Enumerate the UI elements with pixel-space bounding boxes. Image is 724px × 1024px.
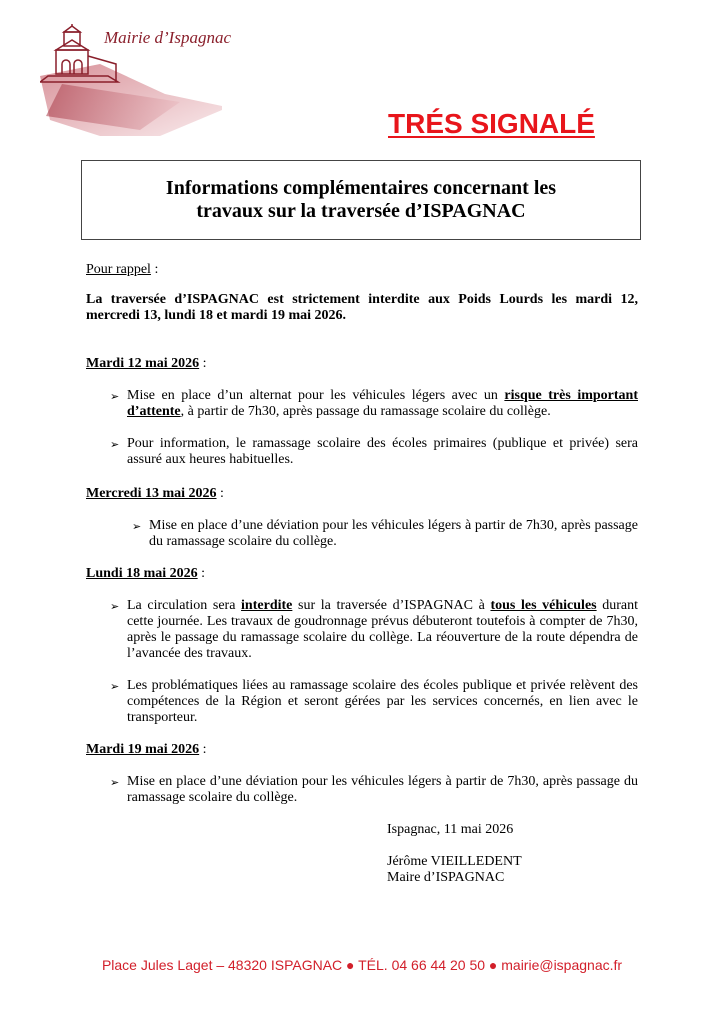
reminder-colon: : (150, 262, 159, 277)
day3-heading-line: Lundi 18 mai 2026 : (86, 566, 206, 581)
title-box (81, 160, 641, 240)
title-line-1: Informations complémentaires concernant les (165, 177, 557, 199)
day3-bullet-1 (110, 598, 638, 662)
arrowhead-bullet-icon: ➢ (132, 521, 142, 533)
arrowhead-bullet-icon: ➢ (110, 439, 120, 451)
day1-b1-post: , à partir de 7h30, après passage du ramassage scolaire du collège. (180, 404, 551, 419)
day3-bullet-1-text (127, 598, 638, 662)
day3-bullet-2-text: Les problématiques liées au ramassage scolaire des écoles publique et privée relèvent des compétences de la Région et seront gérées par les services concernés, en lien avec le transporteur. (127, 678, 638, 725)
day3-b1-a: La circulation sera (127, 598, 242, 613)
day3-b1-emphasis-2: tous les véhicules (490, 598, 597, 613)
day1-bullet-2-text: Pour information, le ramassage scolaire des écoles primaires (publique et privée) sera assuré aux heures habituelles. (127, 436, 638, 467)
day1-heading: Mardi 12 mai 2026 (86, 356, 200, 371)
day4-bullet-1 (110, 774, 638, 806)
day3-b1-emphasis-1: interdite (241, 598, 293, 613)
day3-b1-c: durant cette journée. Les travaux de goudronnage prévus débuteront toutefois à compter de 7h30, après le passage du ramassage scolaire du collège. La réouverture de la route dépendra de l’avancée des travaux. (127, 598, 638, 661)
day1-bullet-1-text (127, 388, 638, 420)
day3-b1-b: sur la traversée d’ISPAGNAC à (292, 598, 491, 613)
logo-text: Mairie d’Ispagnac (104, 28, 232, 47)
day1-bullet-1 (110, 388, 638, 420)
arrowhead-bullet-icon: ➢ (110, 681, 120, 693)
alert-heading: TRÉS SIGNALÉ (388, 108, 595, 139)
day3-heading: Lundi 18 mai 2026 (86, 566, 198, 581)
day1-b1-pre: Mise en place d’un alternat pour les véhicules légers avec un (127, 388, 505, 403)
day2-heading-line: Mercredi 13 mai 2026 : (86, 486, 224, 501)
reminder-label: Pour rappel (86, 262, 151, 277)
arrowhead-bullet-icon: ➢ (110, 391, 120, 403)
place-date: Ispagnac, 11 mai 2026 (387, 822, 514, 837)
day4-heading-line: Mardi 19 mai 2026 : (86, 742, 207, 757)
day2-heading: Mercredi 13 mai 2026 (86, 486, 217, 501)
day3-bullet-2 (110, 678, 638, 726)
day2-bullet-1-text: Mise en place d’une déviation pour les véhicules légers à partir de 7h30, après passage du ramassage scolaire du collège. (149, 518, 638, 549)
signatory-role: Maire d’ISPAGNAC (387, 870, 505, 885)
day1-heading-line: Mardi 12 mai 2026 : (86, 356, 207, 371)
arrowhead-bullet-icon: ➢ (110, 601, 120, 613)
day2-bullet-1 (132, 518, 638, 550)
day4-heading: Mardi 19 mai 2026 (86, 742, 200, 757)
arrowhead-bullet-icon: ➢ (110, 777, 120, 789)
signatory-name: Jérôme VIEILLEDENT (387, 854, 522, 869)
title-line-2: travaux sur la traversée d’ISPAGNAC (196, 200, 526, 222)
reminder-text: La traversée d’ISPAGNAC est strictement interdite aux Poids Lourds les mardi 12, mercredi 13, lundi 18 et mardi 19 mai 2026. (86, 292, 638, 323)
day1-bullet-2 (110, 436, 638, 468)
reminder-label-line (86, 262, 158, 278)
footer-contact: Place Jules Laget – 48320 ISPAGNAC ● TÉL. 04 66 44 20 50 ● mairie@ispagnac.fr (101, 957, 623, 973)
day1-b1-emphasis: risque très important d’attente (127, 388, 638, 419)
day4-bullet-1-text: Mise en place d’une déviation pour les véhicules légers à partir de 7h30, après passage du ramassage scolaire du collège. (127, 774, 638, 805)
